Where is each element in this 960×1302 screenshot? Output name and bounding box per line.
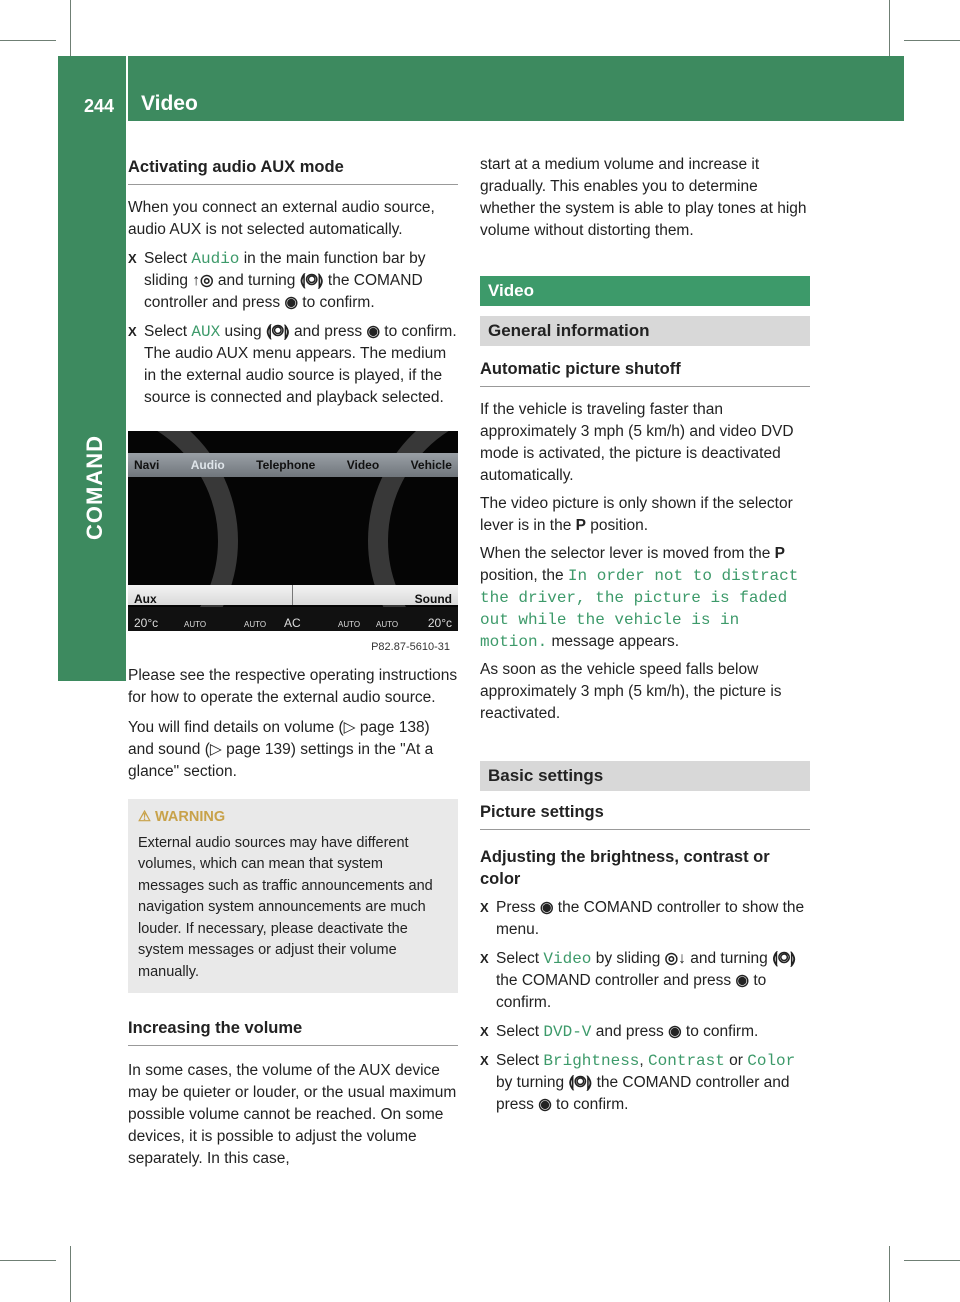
crop-mark xyxy=(70,1246,71,1302)
text: using xyxy=(220,323,266,340)
text: message appears. xyxy=(547,633,680,650)
aux-label[interactable]: Aux xyxy=(134,592,157,606)
temp-left: 20°c xyxy=(134,616,159,630)
tab-vehicle[interactable]: Vehicle xyxy=(410,458,452,472)
menu-item-audio: Audio xyxy=(191,250,240,268)
paragraph: Please see the respective operating instructions for how to operate the external audio source. xyxy=(128,667,458,706)
instruction-step xyxy=(480,897,810,941)
page-number: 244 xyxy=(84,96,115,116)
text: or xyxy=(724,1052,748,1069)
tab-navi[interactable]: Navi xyxy=(134,458,160,472)
ac-label: AC xyxy=(284,616,301,630)
tab-telephone[interactable]: Telephone xyxy=(256,458,316,472)
header-divider xyxy=(126,56,128,121)
text: Press xyxy=(496,899,540,916)
paragraph: You will find details on volume (▷ page 138) and sound (▷ page 139) settings in the "At a glance" section. xyxy=(128,719,434,780)
sound-label[interactable]: Sound xyxy=(414,592,452,606)
section-bar-basic: Basic settings xyxy=(480,761,810,791)
paragraph: As soon as the vehicle speed falls below approximately 3 mph (5 km/h), the picture is reactivated. xyxy=(480,661,782,722)
controller-press-icon: ◉ xyxy=(668,1023,682,1040)
aux-bar xyxy=(128,585,458,605)
controller-press-icon: ◉ xyxy=(538,1096,552,1113)
text: The audio AUX menu appears. The medium in the external audio source is played, if the source is connected and playback selected. xyxy=(144,345,447,406)
menu-item-aux: AUX xyxy=(191,323,221,341)
controller-turn-icon: ⟬◎⟭ xyxy=(772,950,796,967)
paragraph: start at a medium volume and increase it gradually. This enables you to determine whether the system is able to play tones at high volume without distorting them. xyxy=(480,156,807,239)
display-message: In order not to distract the driver, the picture is faded out while the vehicle is in motion. xyxy=(480,567,799,651)
paragraph xyxy=(480,543,810,653)
paragraph xyxy=(480,493,810,537)
tab-video[interactable]: Video xyxy=(346,458,380,472)
text: When the selector lever is moved from the xyxy=(480,545,775,562)
heading-volume: Increasing the volume xyxy=(128,1017,458,1046)
paragraph: If the vehicle is traveling faster than approximately 3 mph (5 km/h) and video DVD mode is activated, the picture is deactivated automatically. xyxy=(480,401,794,484)
auto-indicator: AUTO xyxy=(184,620,207,629)
text: WARNING xyxy=(155,809,226,825)
aux-divider xyxy=(292,585,293,605)
text: by sliding xyxy=(591,950,665,967)
text: position. xyxy=(585,517,649,534)
text: the COMAND controller to show the menu. xyxy=(496,899,805,938)
temp-right: 20°c xyxy=(427,616,452,630)
main-function-bar xyxy=(128,453,458,477)
climate-bar xyxy=(128,607,458,631)
text: by turning xyxy=(496,1074,569,1091)
instruction-step xyxy=(480,1050,810,1116)
menu-item-dvd-v: DVD-V xyxy=(543,1023,592,1041)
text: the COMAND controller and press xyxy=(144,272,423,311)
text: and turning xyxy=(685,950,773,967)
heading-adjust: Adjusting the brightness, contrast or color xyxy=(480,848,770,888)
text: Select xyxy=(144,323,192,340)
section-title: Video xyxy=(141,92,198,115)
controller-press-icon: ◉ xyxy=(366,323,380,340)
text: the COMAND controller and press xyxy=(496,1074,790,1113)
crop-mark xyxy=(904,1260,960,1261)
warning-icon: ⚠ xyxy=(138,809,156,825)
text: and press xyxy=(591,1023,669,1040)
right-column xyxy=(480,148,810,1116)
auto-indicator: AUTO xyxy=(376,620,399,629)
text: Select xyxy=(144,250,192,267)
auto-indicator: AUTO xyxy=(338,620,361,629)
heading-picture: Picture settings xyxy=(480,801,810,830)
warning-text: External audio sources may have different volumes, which can mean that system messages such as traffic announcements and navigation system announcements are much louder. If necessary, please deactivate the system messages or adjust their volume manually. xyxy=(138,834,433,980)
text: P xyxy=(575,517,586,534)
text: Select xyxy=(496,1052,544,1069)
tab-audio[interactable]: Audio xyxy=(190,458,225,472)
text: the COMAND controller and press xyxy=(496,972,736,989)
auto-indicator: AUTO xyxy=(244,620,267,629)
text: to confirm. xyxy=(297,294,375,311)
instruction-step xyxy=(480,1021,810,1043)
comand-screenshot xyxy=(128,431,458,651)
text: Select xyxy=(496,950,544,967)
heading-shutoff: Automatic picture shutoff xyxy=(480,358,810,387)
paragraph: When you connect an external audio source, audio AUX is not selected automatically. xyxy=(128,199,435,238)
menu-item-brightness: Brightness xyxy=(543,1052,640,1070)
paragraph: In some cases, the volume of the AUX device may be quieter or louder, or the usual maximum possible volume cannot be reached. On some devices, it is possible to adjust the volume separately. In this case, xyxy=(128,1062,457,1167)
controller-turn-icon: ⟬◎⟭ xyxy=(265,323,290,340)
crop-mark xyxy=(889,0,890,56)
crop-mark xyxy=(0,1260,56,1261)
text: and press xyxy=(289,323,367,340)
controller-press-icon: ◉ xyxy=(735,972,750,989)
crop-mark xyxy=(0,40,56,41)
instruction-step xyxy=(128,248,458,314)
text: , xyxy=(639,1052,649,1069)
crop-mark xyxy=(889,1246,890,1302)
crop-mark xyxy=(904,40,960,41)
text: Select xyxy=(496,1023,544,1040)
text: position, the xyxy=(480,567,568,584)
controller-press-icon: ◉ xyxy=(284,294,298,311)
section-bar-general: General information xyxy=(480,316,810,346)
text: to confirm. xyxy=(551,1096,629,1113)
image-reference: P82.87-5610-31 xyxy=(371,641,450,653)
menu-item-color: Color xyxy=(747,1052,796,1070)
chapter-label xyxy=(82,500,108,540)
controller-turn-icon: ⟬◎⟭ xyxy=(299,272,324,289)
heading-aux-mode: Activating audio AUX mode xyxy=(128,156,458,185)
section-bar-video: Video xyxy=(480,276,810,306)
menu-item-video: Video xyxy=(543,950,592,968)
text: to confirm. xyxy=(379,323,457,340)
text: The video picture is only shown if the selector lever is in the xyxy=(480,495,793,534)
chapter-tab xyxy=(58,121,126,681)
warning-box xyxy=(128,799,458,993)
controller-slide-icon: ◎↓ xyxy=(664,950,686,967)
text: and turning xyxy=(213,272,300,289)
text: to confirm. xyxy=(496,972,767,1011)
crop-mark xyxy=(70,0,71,56)
menu-item-contrast: Contrast xyxy=(648,1052,725,1070)
warning-title xyxy=(138,807,448,829)
text: in the main function bar by sliding xyxy=(144,250,426,289)
controller-press-icon: ◉ xyxy=(539,899,554,916)
text: to confirm. xyxy=(681,1023,759,1040)
left-column xyxy=(128,148,458,1170)
controller-turn-icon: ⟬◎⟭ xyxy=(568,1074,593,1091)
instruction-step xyxy=(128,321,458,409)
controller-slide-icon: ↑◎ xyxy=(192,272,214,289)
text: P xyxy=(774,545,785,562)
instruction-step xyxy=(480,948,810,1014)
